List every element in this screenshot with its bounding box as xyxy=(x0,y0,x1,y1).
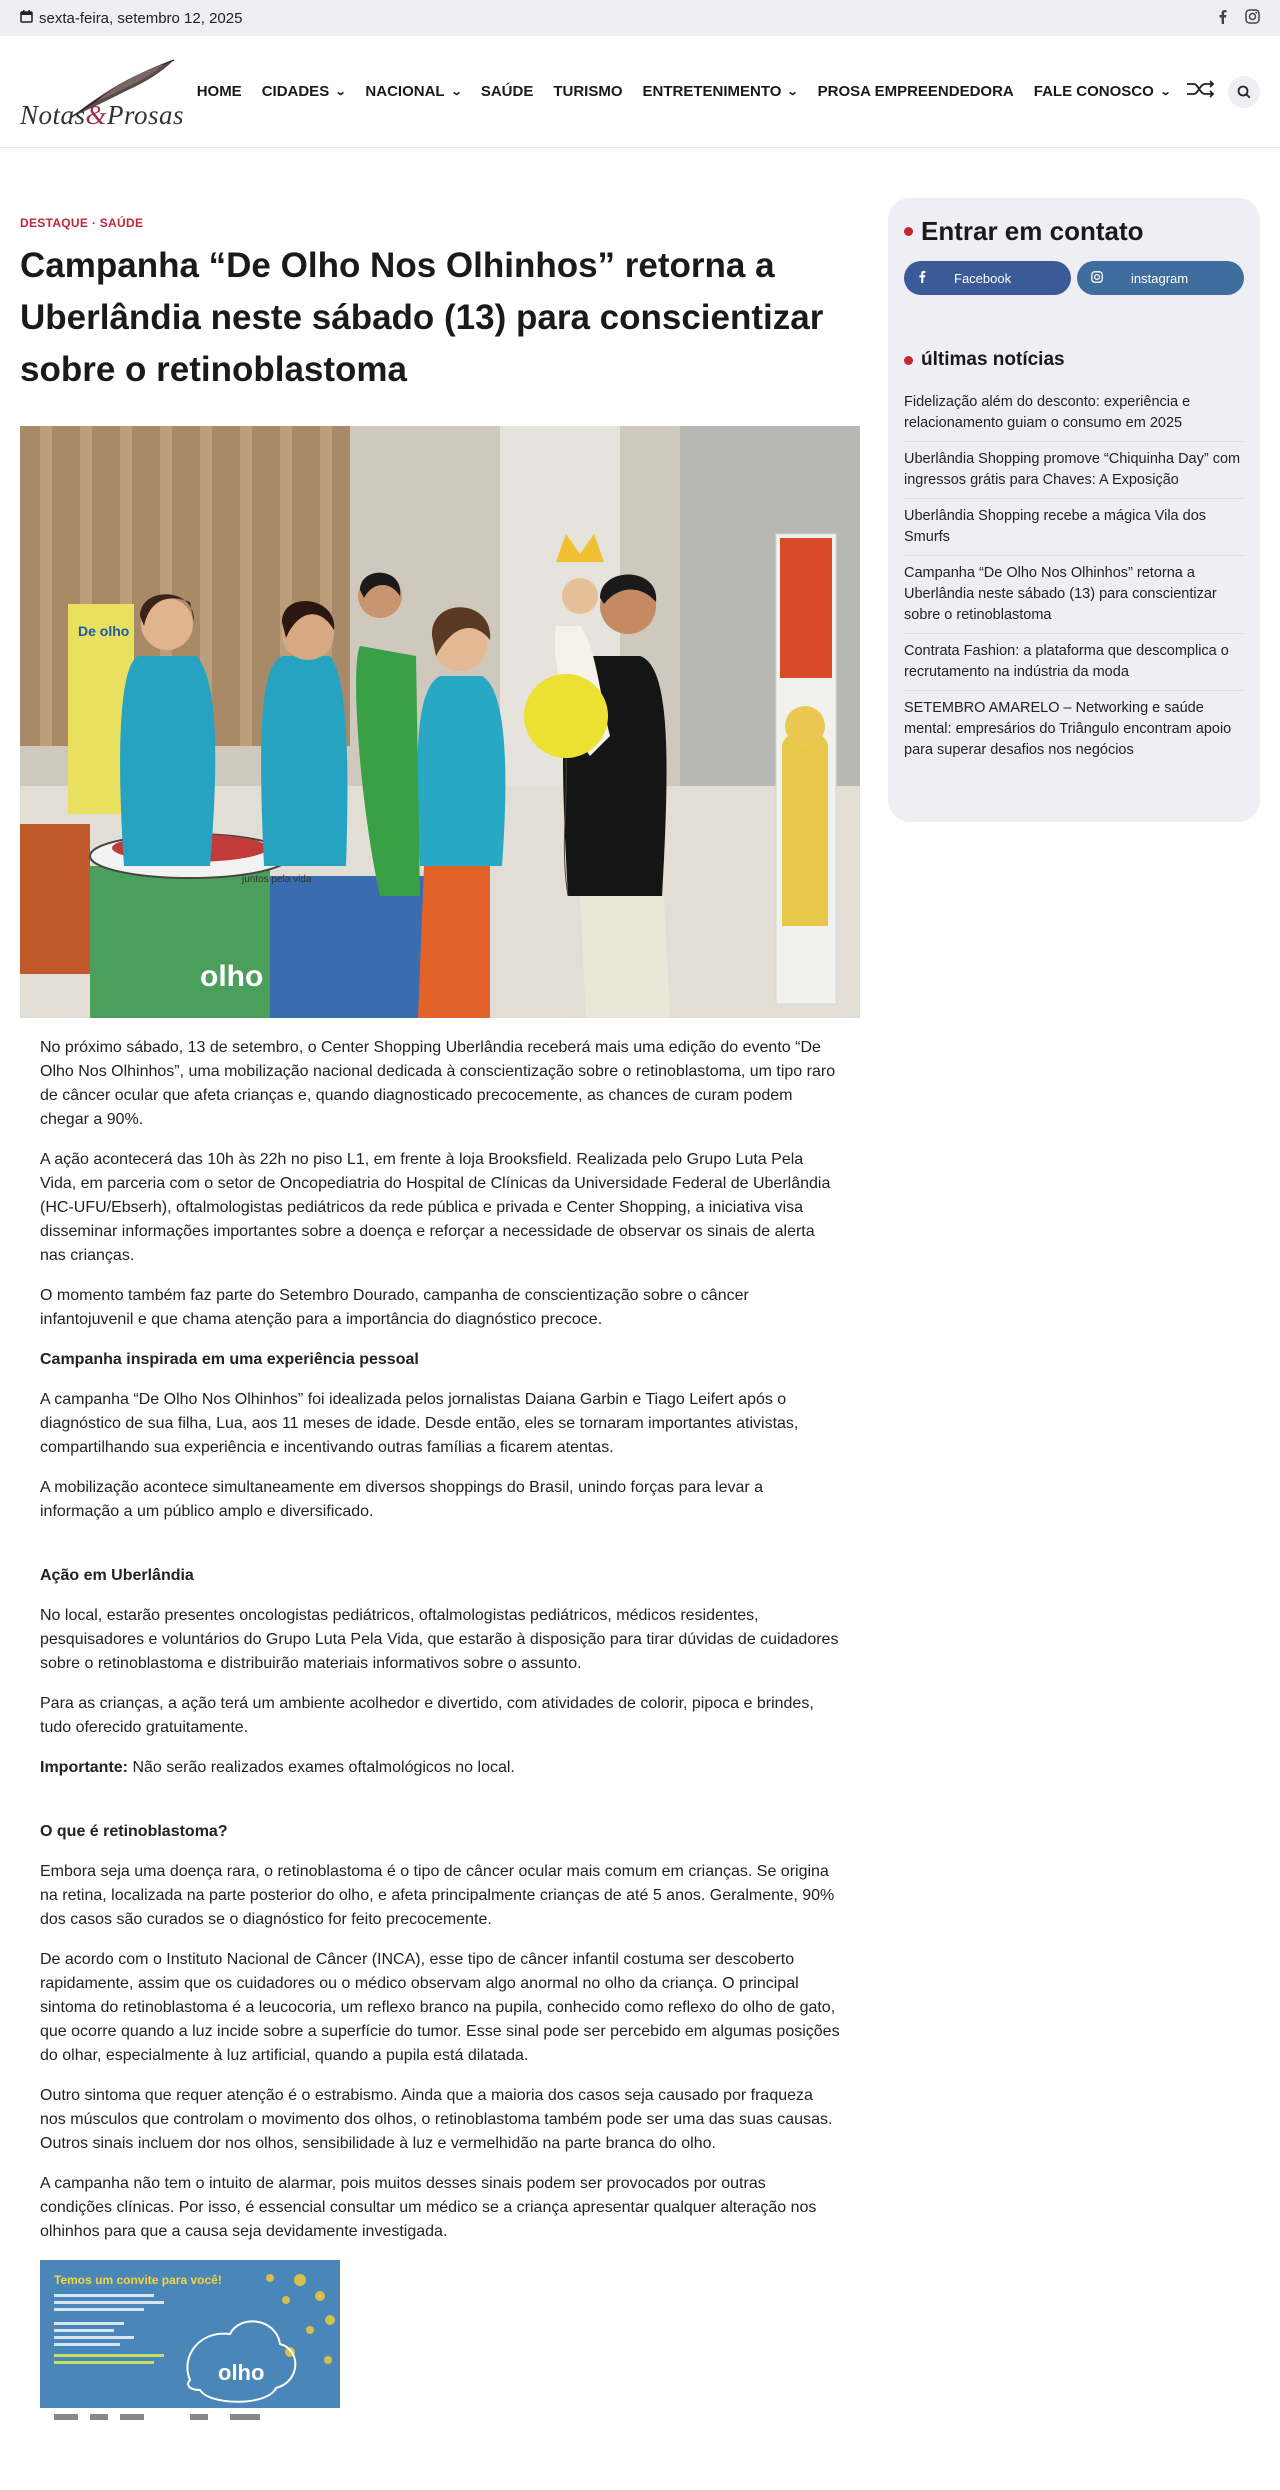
nav-prosa-empreendedora[interactable]: PROSA EMPREENDEDORA xyxy=(817,83,1014,100)
bullet-dot-icon xyxy=(904,356,913,365)
article-title: Campanha “De Olho Nos Olhinhos” retorna a Uberlândia neste sábado (13) para conscientizar sobre o retinoblastoma xyxy=(20,246,824,389)
invite-title: Temos um convite para você! xyxy=(54,2273,222,2287)
facebook-icon xyxy=(918,270,926,286)
chevron-down-icon: ⌄ xyxy=(450,86,463,98)
facebook-icon[interactable] xyxy=(1218,9,1227,28)
banner-text: De olho xyxy=(78,623,130,639)
instagram-icon[interactable] xyxy=(1245,9,1260,28)
sidebar xyxy=(888,198,1260,822)
news-link[interactable]: Fidelização além do desconto: experiência e relacionamento guiam o consumo em 2025 xyxy=(904,385,1244,442)
site-header xyxy=(0,36,1280,148)
page-body xyxy=(0,148,1280,2428)
news-link[interactable]: Campanha “De Olho Nos Olhinhos” retorna a Uberlândia neste sábado (13) para conscientizar sobre o retinoblastoma xyxy=(904,556,1244,634)
logo-text: Notas&Prosas xyxy=(20,99,185,130)
nav-entretenimento[interactable]: ENTRETENIMENTO ⌄ xyxy=(642,83,800,100)
paragraph: A campanha “De Olho Nos Olhinhos” foi idealizada pelos jornalistas Daiana Garbin e Tiago Leifert após o diagnóstico de sua filha, Lua, aos 11 meses de idade. Desde então, eles se tornaram importantes ativistas, compartilhando sua experiência e incentivando outras famílias a ficarem atentas. xyxy=(40,1391,799,1456)
news-link[interactable]: Uberlândia Shopping recebe a mágica Vila dos Smurfs xyxy=(904,499,1244,556)
paragraph: Embora seja uma doença rara, o retinoblastoma é o tipo de câncer ocular mais comum em crianças. Se origina na retina, localizada na parte posterior do olho, e afeta principalmente crianças de até 5 anos. Geralmente, 90% dos casos são curados se o diagnóstico for feito precocemente. xyxy=(40,1863,835,1928)
article-category[interactable]: DESTAQUE · SAÚDE xyxy=(20,216,144,230)
table-tag: juntos pela vida xyxy=(242,874,312,885)
nav-nacional[interactable]: NACIONAL ⌄ xyxy=(365,83,463,100)
social-buttons xyxy=(904,261,1244,295)
paragraph: No próximo sábado, 13 de setembro, o Center Shopping Uberlândia receberá mais uma edição do evento “De Olho Nos Olhinhos”, uma mobilização nacional dedicada à conscientização sobre o retinoblastoma, um tipo raro de câncer ocular que afeta crianças e, quando diagnosticado precocemente, as chances de curam podem chegar a 90%. xyxy=(40,1039,836,1128)
invite-logo: olho xyxy=(218,2360,265,2385)
paragraph: A campanha não tem o intuito de alarmar, pois muitos desses sinais podem ser provocados por outras condições clínicas. Por isso, é essencial consultar um médico se a criança apresentar qualquer alteração nos olhinhos para que a causa seja devidamente investigada. xyxy=(40,2175,817,2240)
bullet-dot-icon xyxy=(904,227,913,236)
facebook-button[interactable]: Facebook xyxy=(904,261,1071,295)
paragraph: O momento também faz parte do Setembro Dourado, campanha de conscientização sobre o câncer infantojuvenil e que chama atenção para a importância do diagnóstico precoce. xyxy=(40,1287,749,1328)
paragraph: Outro sintoma que requer atenção é o estrabismo. Ainda que a maioria dos casos seja causado por fraqueza nos músculos que controlam o movimento dos olhos, o retinoblastoma também pode ser uma das suas causas. Outros sinais incluem dor nos olhos, sensibilidade à luz e vermelhidão na parte branca do olho. xyxy=(40,2087,833,2152)
paragraph xyxy=(40,1756,840,1780)
site-logo[interactable] xyxy=(20,52,185,132)
chevron-down-icon: ⌄ xyxy=(787,86,800,98)
top-bar xyxy=(0,0,1280,36)
section-heading: O que é retinoblastoma? xyxy=(40,1823,228,1840)
nav-saude[interactable]: SAÚDE xyxy=(480,83,534,100)
article xyxy=(20,148,860,2428)
nav-home[interactable]: HOME xyxy=(196,83,242,100)
nav-cidades[interactable]: CIDADES ⌄ xyxy=(261,83,347,100)
important-text: Não serão realizados exames oftalmológicos no local. xyxy=(128,1759,515,1776)
section-heading: Ação em Uberlândia xyxy=(40,1567,194,1584)
news-link[interactable]: SETEMBRO AMARELO – Networking e saúde mental: empresários do Triângulo encontram apoio para superar desafios nos negócios xyxy=(904,700,1232,758)
article-photo xyxy=(20,426,860,1018)
header-tools xyxy=(1186,76,1260,108)
news-link[interactable]: Contrata Fashion: a plataforma que descomplica o recrutamento na indústria da moda xyxy=(904,634,1244,691)
table-logo: olho xyxy=(200,960,264,993)
paragraph: De acordo com o Instituto Nacional de Câncer (INCA), esse tipo de câncer infantil costuma ser descoberto rapidamente, assim que os cuidadores ou o médico observam algo anormal no olho da criança. O principal sintoma do retinoblastoma é a leucocoria, um reflexo branco na pupila, conhecido como reflexo do olho de gato, que ocorre quando a luz incide sobre a superfície do tumor. Esse sinal pode ser percebido em algumas posições do olhar, especialmente à luz artificial, quando a pupila está dilatada. xyxy=(40,1951,840,2064)
chevron-down-icon: ⌄ xyxy=(1159,86,1172,98)
shuffle-icon[interactable] xyxy=(1186,80,1216,104)
paragraph: No local, estarão presentes oncologistas pediátricos, oftalmologistas pediátricos, médicos residentes, pesquisadores e voluntários do Grupo Luta Pela Vida, que estarão à disposição para tirar dúvidas de cuidadores sobre o retinoblastoma e distribuirão materiais informativos sobre o assunto. xyxy=(40,1607,839,1672)
date-display xyxy=(20,10,242,27)
paragraph: Para as crianças, a ação terá um ambiente acolhedor e divertido, com atividades de colorir, pipoca e brindes, tudo oferecido gratuitamente. xyxy=(40,1695,814,1736)
important-label: Importante: xyxy=(40,1759,128,1776)
current-date: sexta-feira, setembro 12, 2025 xyxy=(39,9,243,27)
main-nav xyxy=(187,83,1180,100)
invite-image xyxy=(40,2260,340,2428)
calendar-icon xyxy=(20,10,33,27)
chevron-down-icon: ⌄ xyxy=(334,86,347,98)
latest-news-list xyxy=(904,385,1244,768)
section-heading: Campanha inspirada em uma experiência pessoal xyxy=(40,1351,419,1368)
instagram-button[interactable]: instagram xyxy=(1077,261,1244,295)
news-link[interactable]: Uberlândia Shopping promove “Chiquinha Day” com ingressos grátis para Chaves: A Exposição xyxy=(904,442,1244,499)
instagram-icon xyxy=(1091,271,1103,286)
article-content xyxy=(20,1036,860,2428)
paragraph: A ação acontecerá das 10h às 22h no piso L1, em frente à loja Brooksfield. Realizada pelo Grupo Luta Pela Vida, em parceria com o setor de Oncopediatria do Hospital de Clínicas da Universidade Federal de Uberlândia (HC-UFU/Ebserh), oftalmologistas pediátricos da rede pública e privada e Center Shopping, a iniciativa visa disseminar informações importantes sobre a doença e reforçar a necessidade de observar os sinais de alerta nas crianças. xyxy=(40,1151,831,1264)
contact-section-title: Entrar em contato xyxy=(904,216,1244,247)
paragraph: A mobilização acontece simultaneamente em diversos shoppings do Brasil, unindo forças para levar a informação a um público amplo e diversificado. xyxy=(40,1479,764,1520)
nav-fale-conosco[interactable]: FALE CONOSCO ⌄ xyxy=(1033,83,1172,100)
nav-turismo[interactable]: TURISMO xyxy=(553,83,623,100)
search-icon[interactable] xyxy=(1228,76,1260,108)
top-social-links xyxy=(1218,9,1260,28)
latest-news-title: últimas notícias xyxy=(904,349,1244,371)
